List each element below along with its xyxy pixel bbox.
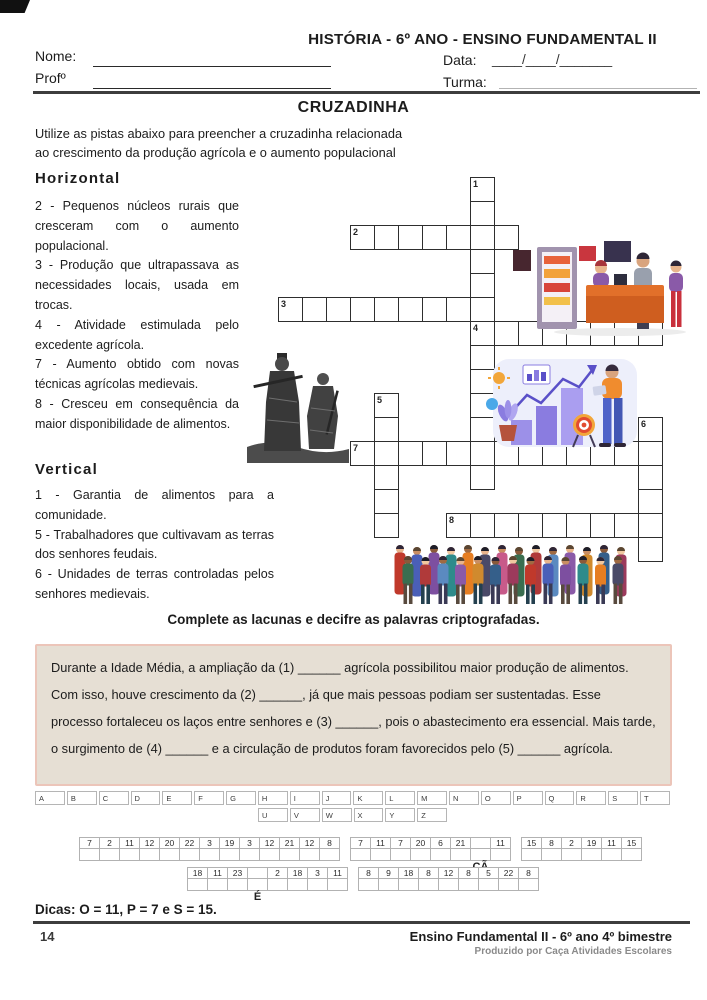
cipher-number (470, 837, 491, 849)
alphabet-box[interactable] (513, 791, 543, 805)
crossword-cell[interactable] (326, 297, 351, 322)
cipher-letter-box[interactable] (207, 879, 228, 891)
cipher-number: 19 (581, 837, 602, 849)
alphabet-box[interactable] (354, 808, 384, 822)
cipher-word-group (187, 867, 348, 903)
cipher-unit (581, 837, 602, 861)
clue-item: 8 - Cresceu em consequência da maior disponibilidade de alimentos. (35, 396, 239, 431)
cipher-unit (247, 867, 268, 903)
alphabet-letter: L (389, 794, 394, 803)
cipher-letter-box[interactable] (470, 849, 491, 861)
alphabet-letter: U (262, 811, 268, 820)
cipher-number: 20 (410, 837, 431, 849)
lacunas-paragraph: Durante a Idade Média, a ampliação da (1) ______ agrícola possibilitou maior produção de alimentos. Com isso, houve crescimento da (2) ______, já que mais pessoas podiam ser sustentadas. Esse processo fortaleceu os laços entre senhores e (3) ______, pois o abastecimento era essencial. Mais tarde, o surgimento de (4) ______ e a circulação de produtos foram favorecidos pelo (5) ______ agrícola. (51, 660, 656, 756)
cipher-letter-box[interactable] (319, 849, 340, 861)
instructions-line-1: Utilize as pistas abaixo para preencher a cruzadinha relacionada (35, 126, 403, 141)
cipher-unit (139, 837, 160, 861)
cipher-letter-box[interactable] (358, 879, 379, 891)
footer-series: Ensino Fundamental II - 6º ano 4º bimestre (409, 929, 672, 944)
cipher-number: 12 (139, 837, 160, 849)
cipher-letter-box[interactable] (521, 849, 542, 861)
alphabet-box[interactable] (417, 791, 447, 805)
lacunas-heading: Complete as lacunas e decifre as palavras criptografadas. (167, 612, 540, 627)
alphabet-box[interactable] (545, 791, 575, 805)
alphabet-letter: H (261, 794, 268, 803)
cipher-number: 11 (119, 837, 140, 849)
cipher-unit (259, 837, 280, 861)
crossword-cell[interactable] (446, 441, 471, 466)
cipher-unit (219, 837, 240, 861)
crossword-cell[interactable] (422, 297, 447, 322)
cipher-letter-box[interactable] (410, 849, 431, 861)
cipher-unit (470, 837, 491, 861)
crossword-clue-number: 4 (473, 323, 479, 333)
alphabet-box[interactable] (162, 791, 192, 805)
cipher-letter-box[interactable] (350, 849, 371, 861)
cipher-number: 11 (601, 837, 622, 849)
instructions (35, 124, 495, 162)
alphabet-box[interactable] (99, 791, 129, 805)
clue-item: 2 - Pequenos núcleos rurais que cresceram com o aumento populacional. (35, 199, 239, 253)
cipher-number: 15 (521, 837, 542, 849)
crossword-cell[interactable] (350, 297, 375, 322)
cipher-number: 9 (378, 867, 399, 879)
cipher-letter-box[interactable] (79, 849, 100, 861)
prof-label: Profº (35, 70, 66, 86)
cipher-letter-box[interactable] (601, 849, 622, 861)
cipher-unit (179, 837, 200, 861)
clue-item: 5 - Trabalhadores que cultivavam as terras dos senhores feudais. (35, 527, 274, 562)
cipher-unit (319, 837, 340, 861)
cipher-word-group (350, 837, 511, 861)
cipher-number: 3 (199, 837, 220, 849)
cipher-letter-box[interactable] (541, 849, 562, 861)
cipher-letter-box[interactable] (179, 849, 200, 861)
cipher-letter-box[interactable] (561, 849, 582, 861)
name-field-line[interactable] (93, 66, 331, 67)
alphabet-letter: F (198, 794, 203, 803)
crossword-cell[interactable] (350, 441, 375, 466)
cipher-unit (541, 837, 562, 861)
cipher-unit (621, 837, 642, 861)
crossword-cell[interactable] (470, 177, 495, 202)
cipher-letter-box[interactable] (450, 849, 471, 861)
hanging-sign (513, 250, 531, 271)
mini-board (523, 365, 550, 384)
cipher-number: 8 (319, 837, 340, 849)
cashier (593, 260, 609, 287)
cipher-number: 7 (390, 837, 411, 849)
crossword-cell[interactable] (398, 441, 423, 466)
cipher-letter-box[interactable] (159, 849, 180, 861)
alphabet-letter: G (230, 794, 236, 803)
crossword-clue-number: 7 (353, 443, 359, 453)
crossword-cell[interactable] (374, 417, 399, 442)
cipher-unit (307, 867, 328, 891)
market-illustration (508, 236, 690, 338)
cipher-unit (430, 837, 451, 861)
cipher-unit (299, 837, 320, 861)
cipher-number: 2 (561, 837, 582, 849)
crossword-cell[interactable] (470, 465, 495, 490)
cipher-number: 6 (430, 837, 451, 849)
wall-frame (579, 246, 596, 261)
cipher-unit (378, 867, 399, 891)
crossword-cell[interactable] (422, 441, 447, 466)
alphabet-box[interactable] (226, 791, 256, 805)
prof-field-line[interactable] (93, 88, 331, 89)
corner-mark (0, 0, 30, 13)
cipher-unit (398, 867, 419, 891)
crowd-people (395, 545, 627, 604)
crossword-cell[interactable] (350, 225, 375, 250)
page-title: CRUZADINHA (297, 99, 410, 116)
cipher-letter-box[interactable] (518, 879, 539, 891)
alphabet-letter: E (166, 794, 172, 803)
alphabet-letter: V (293, 811, 299, 820)
cipher-letter-box[interactable] (227, 879, 248, 891)
alphabet-row-1 (35, 791, 672, 805)
cipher-unit (199, 837, 220, 861)
cipher-number: 23 (227, 867, 248, 879)
cipher-hints: Dicas: O = 11, P = 7 e S = 15. (35, 902, 217, 917)
alphabet-row-2 (258, 808, 447, 822)
cipher-word-group (79, 837, 340, 861)
cipher-number: 11 (327, 867, 348, 879)
alphabet-box[interactable] (481, 791, 511, 805)
cipher-unit (119, 837, 140, 861)
badge-icon (486, 398, 498, 410)
crossword-clue-number: 2 (353, 227, 359, 237)
customer-woman (669, 261, 683, 328)
crossword-cell[interactable] (374, 465, 399, 490)
alphabet-letter: I (293, 794, 296, 803)
crossword-clue-number: 8 (449, 515, 455, 525)
date-field-blanks[interactable]: ____/____/_______ (492, 52, 613, 67)
cipher-number: 21 (450, 837, 471, 849)
cipher-word-group (358, 867, 539, 891)
cipher-row-2 (187, 867, 539, 903)
cipher-letter-box[interactable] (438, 879, 459, 891)
alphabet-letter: A (39, 794, 45, 803)
cipher-unit (207, 867, 228, 891)
crossword-clue-number: 3 (281, 299, 287, 309)
crossword-cell[interactable] (470, 297, 495, 322)
cipher-number: 8 (358, 867, 379, 879)
alphabet-letter: S (612, 794, 618, 803)
crossword-cell[interactable] (518, 513, 543, 538)
alphabet-box[interactable] (131, 791, 161, 805)
cipher-unit (521, 837, 542, 861)
alphabet-box[interactable] (322, 791, 352, 805)
cipher-number: 12 (438, 867, 459, 879)
cipher-number (247, 867, 268, 879)
fridge (537, 247, 577, 329)
cipher-letter-box[interactable] (299, 849, 320, 861)
cipher-letter-box[interactable] (307, 879, 328, 891)
alphabet-box[interactable] (608, 791, 638, 805)
alphabet-letter: P (516, 794, 522, 803)
alphabet-letter: R (580, 794, 586, 803)
crossword-cell[interactable] (638, 489, 663, 514)
cipher-number: 2 (99, 837, 120, 849)
cipher-number: 15 (621, 837, 642, 849)
cipher-number: 22 (498, 867, 519, 879)
footer-credit: Produzido por Caça Atividades Escolares (474, 946, 672, 957)
alphabet-box[interactable] (194, 791, 224, 805)
cipher-number: 2 (267, 867, 288, 879)
cipher-number: 19 (219, 837, 240, 849)
instructions-line-2: ao crescimento da produção agrícola e o aumento populacional (35, 145, 396, 160)
alphabet-box[interactable] (322, 808, 352, 822)
cipher-unit (287, 867, 308, 891)
cipher-unit (458, 867, 479, 891)
name-label: Nome: (35, 48, 77, 64)
cipher-unit (327, 867, 348, 891)
cipher-letter-box[interactable] (139, 849, 160, 861)
crossword-cell[interactable] (638, 513, 663, 538)
alphabet-letter: T (644, 794, 649, 803)
cipher-letter-box[interactable] (398, 879, 419, 891)
cipher-number: 22 (179, 837, 200, 849)
cipher-number: 18 (398, 867, 419, 879)
register (614, 274, 627, 285)
crossword-cell[interactable] (614, 513, 639, 538)
cipher-number: 11 (207, 867, 228, 879)
crossword-cell[interactable] (374, 513, 399, 538)
crossword-cell[interactable] (470, 225, 495, 250)
page-number: 14 (40, 929, 55, 944)
crossword-cell[interactable] (446, 513, 471, 538)
cipher-number: 12 (299, 837, 320, 849)
crossword-cell[interactable] (398, 225, 423, 250)
cipher-letter-box[interactable] (458, 879, 479, 891)
crossword-cell[interactable] (494, 513, 519, 538)
crossword-cell[interactable] (374, 489, 399, 514)
crossword-cell[interactable] (398, 297, 423, 322)
crossword-cell[interactable] (638, 537, 663, 562)
crossword-cell[interactable] (566, 513, 591, 538)
alphabet-letter: C (102, 794, 109, 803)
cipher-letter-box[interactable] (327, 879, 348, 891)
alphabet-box[interactable] (385, 808, 415, 822)
cipher-number: 11 (490, 837, 511, 849)
cipher-number: 8 (458, 867, 479, 879)
horizontal-clues (35, 197, 239, 435)
cipher-letter-box[interactable] (621, 849, 642, 861)
cipher-unit (358, 867, 379, 891)
cipher-number: 18 (187, 867, 208, 879)
cipher-letter-box[interactable] (418, 879, 439, 891)
cipher-given-letters: É (253, 891, 262, 903)
crossword-cell[interactable] (470, 273, 495, 298)
clue-item: 7 - Aumento obtido com novas técnicas agrícolas medievais. (35, 357, 239, 392)
cipher-letter-box[interactable] (239, 849, 260, 861)
crossword-cell[interactable] (374, 393, 399, 418)
alphabet-box[interactable] (417, 808, 447, 822)
cipher-letter-box[interactable] (498, 879, 519, 891)
cipher-letter-box[interactable] (581, 849, 602, 861)
clue-item: 1 - Garantia de alimentos para a comunidade. (35, 488, 274, 522)
alphabet-box[interactable] (576, 791, 606, 805)
alphabet-box[interactable] (385, 791, 415, 805)
cipher-letter-box[interactable] (370, 849, 391, 861)
clue-item: 6 - Unidades de terras controladas pelos senhores medievais. (35, 567, 274, 601)
cipher-letter-box[interactable] (287, 879, 308, 891)
header-divider (33, 91, 700, 94)
alphabet-letter: J (325, 794, 330, 803)
counter (586, 285, 664, 323)
alphabet-letter: D (134, 794, 140, 803)
clue-item: 4 - Atividade estimulada pelo excedente agrícola. (35, 317, 239, 352)
alphabet-letter: X (357, 811, 363, 820)
cipher-unit (350, 837, 371, 861)
alphabet-letter: W (325, 811, 333, 820)
alphabet-letter: K (357, 794, 363, 803)
cipher-unit (498, 867, 519, 891)
crowd-illustration (392, 536, 632, 606)
alphabet-box[interactable] (449, 791, 479, 805)
crossword-cell[interactable] (470, 513, 495, 538)
cipher-unit (410, 837, 431, 861)
alphabet-letter: B (70, 794, 76, 803)
cipher-unit (438, 867, 459, 891)
alphabet-box[interactable] (290, 791, 320, 805)
cipher-letter-box[interactable] (430, 849, 451, 861)
cipher-unit (159, 837, 180, 861)
cipher-number: 20 (159, 837, 180, 849)
crossword-cell[interactable] (374, 225, 399, 250)
crossword-cell[interactable] (278, 297, 303, 322)
cipher-letter-box[interactable] (490, 849, 511, 861)
crossword-cell[interactable] (302, 297, 327, 322)
alphabet-letter: M (421, 794, 428, 803)
cipher-letter-box[interactable] (247, 879, 268, 891)
cipher-unit (227, 867, 248, 891)
cipher-unit (518, 867, 539, 891)
alphabet-letter: O (484, 794, 491, 803)
crossword-clue-number: 6 (641, 419, 647, 429)
cipher-letter-box[interactable] (390, 849, 411, 861)
cipher-unit (79, 837, 100, 861)
alphabet-box[interactable] (258, 808, 288, 822)
clue-item: 3 - Produção que ultrapassava as necessidades locais, usada em trocas. (35, 258, 239, 312)
cipher-letter-box[interactable] (259, 849, 280, 861)
course-title: HISTÓRIA - 6º ANO - ENSINO FUNDAMENTAL II (308, 31, 657, 48)
alphabet-box[interactable] (258, 791, 288, 805)
alphabet-box[interactable] (640, 791, 670, 805)
cipher-letter-box[interactable] (279, 849, 300, 861)
cipher-letter-box[interactable] (378, 879, 399, 891)
crossword-cell[interactable] (374, 297, 399, 322)
crossword-cell[interactable] (470, 201, 495, 226)
crossword-cell[interactable] (446, 297, 471, 322)
footer-divider (33, 921, 690, 924)
cipher-unit (370, 837, 391, 861)
cipher-unit (490, 837, 511, 861)
cipher-letter-box[interactable] (219, 849, 240, 861)
cipher-letter-box[interactable] (99, 849, 120, 861)
alphabet-box[interactable] (35, 791, 65, 805)
alphabet-box[interactable] (290, 808, 320, 822)
crossword-cell[interactable] (422, 225, 447, 250)
vertical-heading: Vertical (35, 461, 98, 478)
vertical-clues (35, 486, 274, 605)
cipher-unit (279, 837, 300, 861)
cipher-letter-box[interactable] (478, 879, 499, 891)
crossword-cell[interactable] (470, 321, 495, 346)
cipher-unit (239, 837, 260, 861)
crossword-cell[interactable] (374, 441, 399, 466)
cipher-unit (187, 867, 208, 891)
cipher-number: 8 (518, 867, 539, 879)
cipher-number: 8 (541, 837, 562, 849)
crossword-cell[interactable] (590, 513, 615, 538)
cipher-unit (450, 837, 471, 861)
cipher-letter-box[interactable] (119, 849, 140, 861)
class-label: Turma: (443, 74, 487, 90)
cipher-unit (99, 837, 120, 861)
lacunas-box (35, 644, 672, 786)
cipher-number: 7 (350, 837, 371, 849)
alphabet-box[interactable] (353, 791, 383, 805)
cipher-number: 11 (370, 837, 391, 849)
cipher-number: 12 (259, 837, 280, 849)
cipher-number: 18 (287, 867, 308, 879)
cipher-unit (390, 837, 411, 861)
class-field-line[interactable] (499, 88, 697, 89)
growth-illustration (483, 357, 645, 452)
crossword-clue-number: 5 (377, 395, 383, 405)
cipher-letter-box[interactable] (267, 879, 288, 891)
cipher-row-1 (79, 837, 642, 861)
horizontal-heading: Horizontal (35, 170, 121, 187)
cipher-letter-box[interactable] (199, 849, 220, 861)
crossword-cell[interactable] (542, 513, 567, 538)
cipher-word-group (521, 837, 642, 861)
cipher-number: 5 (478, 867, 499, 879)
cipher-unit (478, 867, 499, 891)
date-label: Data: (443, 52, 477, 68)
cipher-number: 21 (279, 837, 300, 849)
cipher-unit (418, 867, 439, 891)
cipher-number: 7 (79, 837, 100, 849)
alphabet-letter: N (452, 794, 459, 803)
cipher-number: 3 (307, 867, 328, 879)
engraving-illustration (243, 350, 351, 463)
cipher-unit (561, 837, 582, 861)
crossword-cell[interactable] (470, 249, 495, 274)
cipher-number: 3 (239, 837, 260, 849)
cipher-letter-box[interactable] (187, 879, 208, 891)
crossword-cell[interactable] (446, 225, 471, 250)
alphabet-letter: Q (548, 794, 555, 803)
wall-screen (604, 241, 631, 262)
alphabet-box[interactable] (67, 791, 97, 805)
alphabet-letter: Y (389, 811, 395, 820)
crossword-cell[interactable] (638, 465, 663, 490)
cipher-number: 8 (418, 867, 439, 879)
alphabet-letter: Z (421, 811, 426, 820)
cipher-unit (267, 867, 288, 891)
crossword-clue-number: 1 (473, 179, 479, 189)
cipher-unit (601, 837, 622, 861)
